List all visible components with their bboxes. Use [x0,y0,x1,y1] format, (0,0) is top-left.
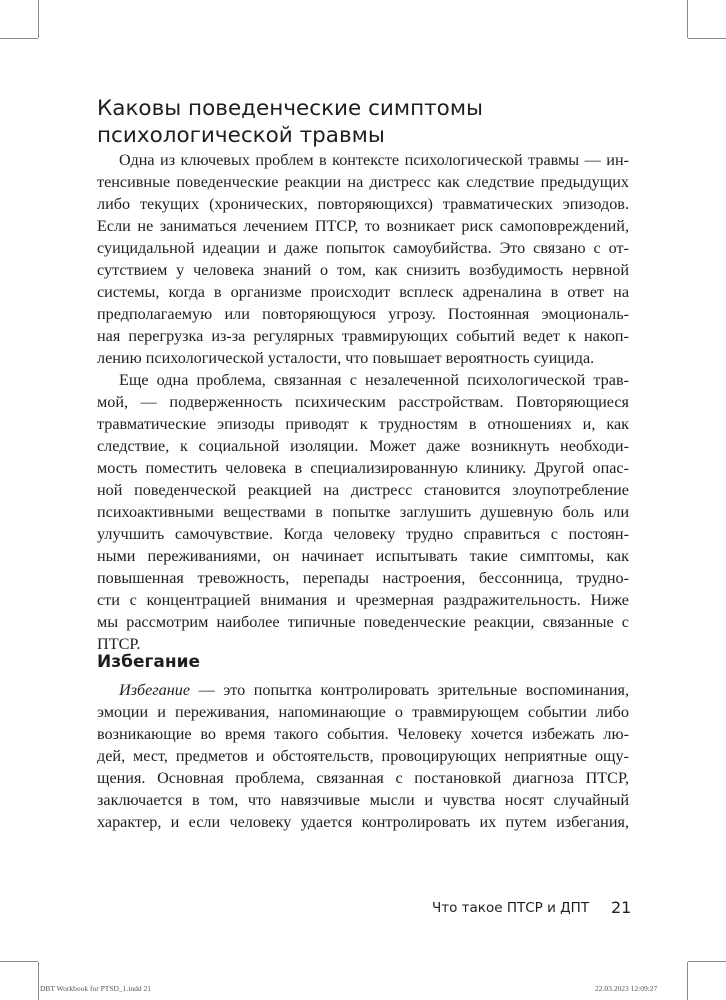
text-line: мость поместить человека в специализированную клинику. Другой опас- [97,459,629,477]
crop-mark [687,962,688,1000]
crop-mark [38,962,39,1000]
text-line: ной поведенческой реакцией на дистресс становится злоупотребление [97,481,629,499]
crop-mark [687,0,688,38]
text-line [119,679,629,701]
text-line: дей, мест, предметов и обстоятельств, провоцирующих неприятные ощу- [97,747,629,765]
crop-mark [688,961,726,962]
text-line: психоактивными веществами в попытке заглушить душевную боль или [97,503,629,521]
text-line: Еще одна проблема, связанная с незалеченной психологической трав- [119,371,629,389]
section-heading [97,95,637,149]
crop-mark [38,0,39,38]
text-line: сутствием у человека знаний о том, как снизить возбудимость нервной [97,261,629,279]
text-line: улучшить самочувствие. Когда человеку трудно справиться с постоян- [97,525,629,543]
text-line: сти с концентрацией внимания и чрезмерная раздражительность. Ниже [97,591,629,609]
text-line: щения. Основная проблема, связанная с постановкой диагноза ПТСР, [97,769,629,787]
text-line: мы рассмотрим наиболее типичные поведенческие реакции, связанные с [97,613,629,631]
text-line: характер, и если человеку удается контролировать их путем избегания, [97,813,629,831]
text-line: заключается в том, что навязчивые мысли и чувства носят случайный [97,791,629,809]
text-line: ная перегрузка из-за регулярных травмирующих событий ведет к накоп- [97,327,629,345]
text-line: суицидальной идеации и даже попыток самоубийства. Это связано с от- [97,239,629,257]
subsection-heading: Избегание [97,652,201,672]
text-line: тенсивные поведенческие реакции на дистресс как следствие предыдущих [97,173,629,191]
section-heading-line: психологической травмы [97,123,385,148]
crop-mark [0,38,38,39]
section-heading-line: Каковы поведенческие симптомы [97,96,484,121]
text-line: ПТСР. [97,635,141,653]
italic-term: Избегание [119,681,191,699]
text-line: ными переживаниями, он начинает испытывать такие симптомы, как [97,547,629,565]
crop-mark [688,38,726,39]
text-line: мой, — подверженность психическим расстройствам. Повторяющиеся [97,393,629,411]
text-line: Если не заниматься лечением ПТСР, то возникает риск самоповреждений, [97,217,629,235]
print-slug-date: 22.03.2023 12:09:27 [595,984,658,993]
text-line: травматические эпизоды приводят к трудностям в отношениях и, как [97,415,629,433]
text-line: Одна из ключевых проблем в контексте психологической травмы — ин- [119,151,629,169]
text-span: — это попытка контролировать зрительные воспоминания, [190,681,629,699]
text-line: системы, когда в организме происходит всплеск адреналина в ответ на [97,283,629,301]
text-line: предполагаемую или повторяющуюся угрозу. Постоянная эмоциональ- [97,305,629,323]
text-line: повышенная тревожность, перепады настроения, бессонница, трудно- [97,569,629,587]
running-title: Что такое ПТСР и ДПТ [432,900,590,916]
text-line: возникающие во время такого события. Человеку хочется избежать лю- [97,725,629,743]
crop-mark [0,961,38,962]
text-line: эмоции и переживания, напоминающие о травмирующем событии либо [97,703,629,721]
text-line: либо текущих (хронических, повторяющихся) травматических эпизодов. [97,195,629,213]
text-line: лению психологической усталости, что повышает вероятность суицида. [97,349,595,367]
print-slug-file: DBT Workbook for PTSD_1.indd 21 [40,984,151,993]
text-line: следствие, к социальной изоляции. Может даже возникнуть необходи- [97,437,629,455]
page-number: 21 [611,898,632,917]
